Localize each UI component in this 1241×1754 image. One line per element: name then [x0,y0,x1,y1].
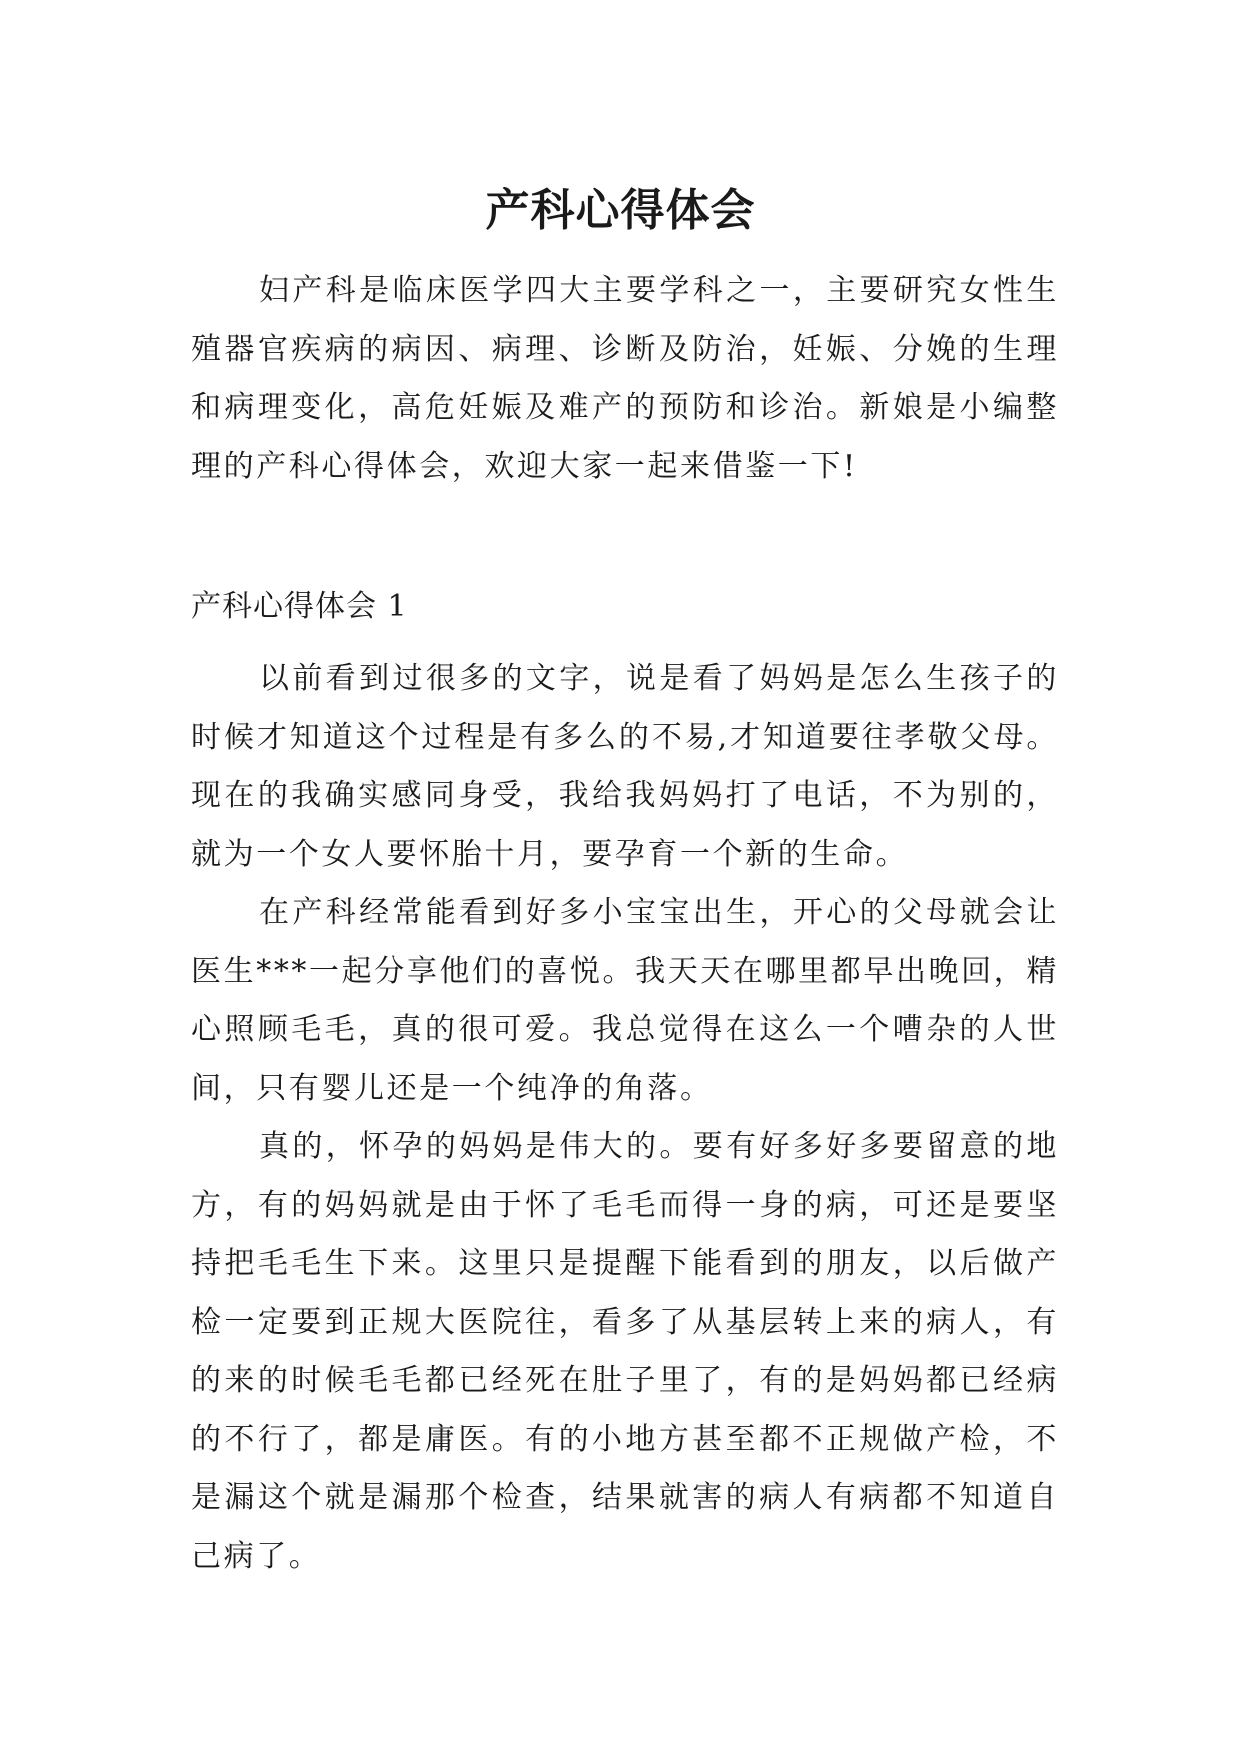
body-paragraph-3: 真的，怀孕的妈妈是伟大的。要有好多好多要留意的地方，有的妈妈就是由于怀了毛毛而得一身的病，可还是要坚持把毛毛生下来。这里只是提醒下能看到的朋友，以后做产检一定要到正规大医院往，看多了从基层转上来的病人，有的来的时候毛毛都已经死在肚子里了，有的是妈妈都已经病的不行了，都是庸医。有的小地方甚至都不正规做产检，不是漏这个就是漏那个检查，结果就害的病人有病都不知道自己病了。 [191,1129,1059,1574]
intro-paragraph: 妇产科是临床医学四大主要学科之一，主要研究女性生殖器官疾病的病因、病理、诊断及防治，妊娠、分娩的生理和病理变化，高危妊娠及难产的预防和诊治。新娘是小编整理的产科心得体会，欢迎大家一起来借鉴一下! [191,273,1059,484]
section-heading: 产科心得体会 1 [191,589,408,624]
body-paragraph-2: 在产科经常能看到好多小宝宝出生，开心的父母就会让医生***一起分享他们的喜悦。我天天在哪里都早出晚回，精心照顾毛毛，真的很可爱。我总觉得在这么一个嘈杂的人世间，只有婴儿还是一个纯净的角落。 [191,895,1059,1106]
body-paragraph-1: 以前看到过很多的文字，说是看了妈妈是怎么生孩子的时候才知道这个过程是有多么的不易,才知道要往孝敬父母。现在的我确实感同身受，我给我妈妈打了电话，不为别的，就为一个女人要怀胎十月，要孕育一个新的生命。 [191,661,1059,872]
document-title: 产科心得体会 [485,185,756,237]
